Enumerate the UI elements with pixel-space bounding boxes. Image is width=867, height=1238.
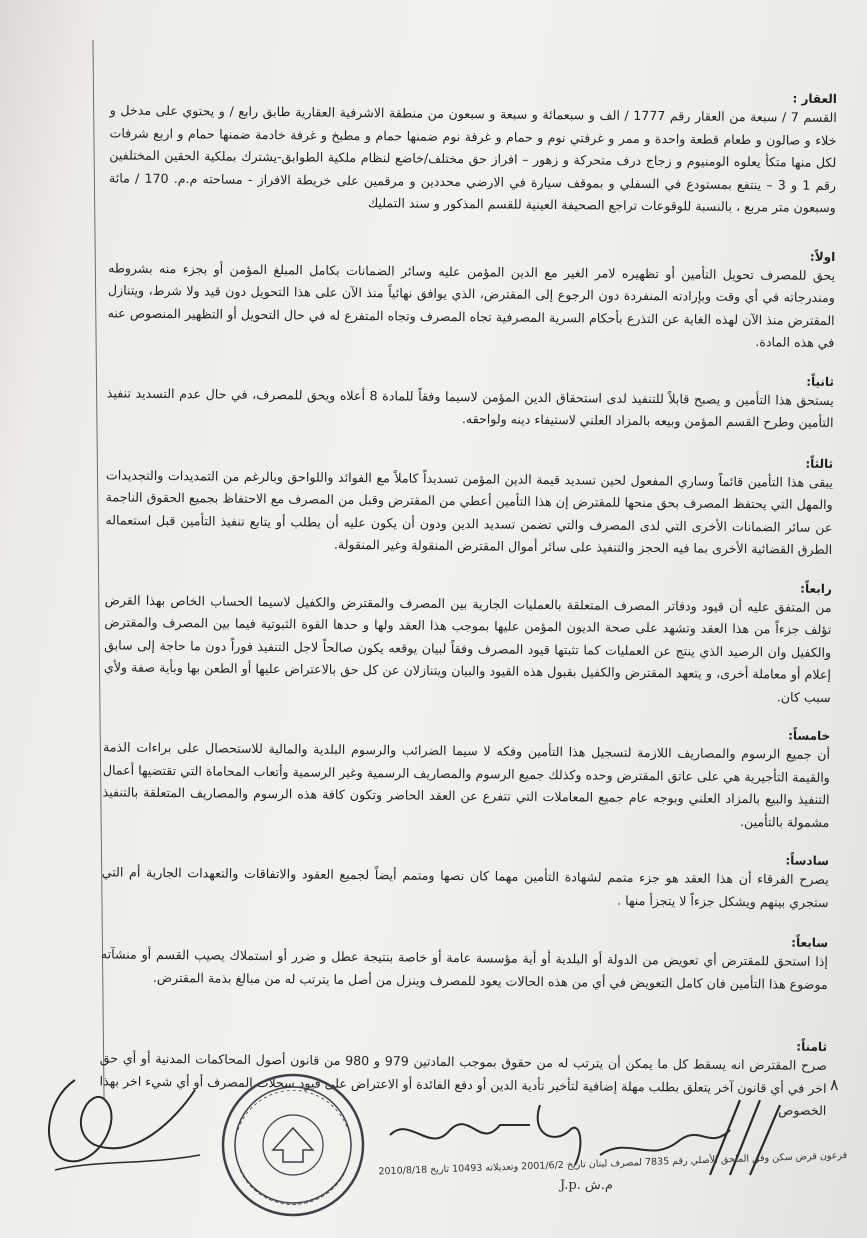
section-property: [109, 84, 837, 219]
section-text: يصرح الفرقاء أن هذا العقد هو جزء متمم لشهادة التأمين مهما كان نصها ومتمم أيضاً لجميع العقود والاتفاقات والتعهدات الجارية أم التي ستجري بينهم ويشكل جزءاً لا يتجزأ منها .: [101, 864, 829, 910]
section-text: من المتفق عليه أن قيود ودفاتر المصرف المتعلقة بالعمليات الجارية بين المصرف والمقترض والكفيل لاسيما الحساب الخاص بهذا القرض تؤلف جزءاً من هذا العقد وتشهد على صحة الديون المؤمن عليها بموجب هذا العقد ولها و حدها القوة الثبوتية فيما بين المصرف والمقترض والكفيل وان الرصيد الذي ينتج عن العمليات كما تثبتها قيود المصرف وفقاً لبيان يوقعه يكون صالحاً لاجل التنفيذ فوراً دون ما حاجة إلى سابق إعلام أو معاملة أخرى، و يتعهد المقترض والكفيل بقبول هذه القيود والبيان ويتنازلان عن كل حق بالاعتراض عليها أو الطعن بها وبأية صفة ولأي سبب كان.: [103, 591, 832, 705]
section-text: يحق للمصرف تحويل التأمين أو تظهيره لامر الغير مع الدين المؤمن عليه وسائر الضمانات بكامل المبلغ المؤمن أو بجزء منه بشروطه ومندرجاته في أي وقت وبإرادته المنفردة دون الرجوع إلى المقترض، الذي يوافق نهائياً منذ الآن على هذا التحويل دون قيد ولا شرط، ويتنازل المقترض منذ الآن لهذه الغاية عن التذرع بأحكام السرية المصرفية تجاه المصرف وتجاه المتفرع له في حال التحويل أو التظهير المنصوص عنه في هذه المادة.: [107, 259, 836, 350]
section-sixth: [101, 846, 829, 914]
page-number-mark: ٨: [830, 1075, 839, 1094]
section-text: أن جميع الرسوم والمصاريف اللازمة لتسجيل هذا التأمين وفكه لا سيما الضرائب والرسوم البلدية والمالية للاستحصال على براءات الذمة والقيمة التأجيرية هي على عاتق المقترض وحده وكذلك جميع الرسوم والمصاريف الرسمية وغير الرسمية وأتعاب المحاماة التي تقتضيها أعمال التنفيذ والبيع بالمزاد العلني وبوجه عام جميع المعاملات التي تتفرع عن العقد الحاضر وتكون كافة هذه الرسوم والمصاريف المتعلقة بالتنفيذ مشمولة بالتأمين.: [102, 739, 831, 830]
signature-icon: [590, 1095, 790, 1185]
section-first: [107, 242, 835, 355]
document-footer: فرعون قرض سكن وفق الملحق الأصلي رقم 7835 لمصرف لبنان تاريخ 2001/6/2 وتعديلاته 10493 تاريخ 2010/8/18: [378, 1150, 848, 1178]
section-heading: سادساً:: [785, 853, 830, 868]
section-heading: العقار :: [792, 91, 837, 106]
section-text: يبقى هذا التأمين قائماً وساري المفعول لحين تسديد قيمة الدين المؤمن تسديداً كاملاً مع الفوائد واللواحق وبالرغم من التمديدات والتجديدات والمهل التي يحتفظ المصرف بحق منحها للمقترض إن هذا التأمين أعطي من المقترض وقبل من المصرف مع الاحتفاظ بجميع الحقوق الناجمة عن سائر الضمانات الأخرى التي لدى المصرف والتي تضمن تسديد الدين ودون أن يكون عليه أن يطلب أو يتابع تنفيذ التأمين قبل استعماله الطرق القضائية الأخرى بما فيه الحجز والتنفيذ على سائر أموال المقترض المنقولة وغير المنقولة.: [105, 466, 833, 557]
section-heading: اولاً:: [809, 249, 836, 264]
section-seventh: [101, 928, 829, 996]
notary-stamp-icon: [218, 1070, 368, 1220]
section-heading: ثامناً:: [796, 1039, 828, 1054]
section-heading: ثانياً:: [806, 374, 835, 389]
section-third: [105, 449, 833, 562]
section-heading: رابعاً:: [800, 581, 832, 596]
section-fifth: [102, 721, 830, 834]
section-text: إذا استحق للمقترض أي تعويض من الدولة أو البلدية أو أية مؤسسة عامة أو خاصة بنتيجة عطل و ضرر أو استملاك يصيب القسم أو منشآته موضوع هذا التأمين فان كامل التعويض في أي من هذه الحالات يعود للمصرف وينزل من أصل ما يترتب له من مبالغ بذمة المقترض.: [100, 946, 828, 992]
section-text: القسم 7 / سبعة من العقار رقم 1777 / الف و سبعمائة و سبعة و سبعون من منطقة الاشرفية العقارية طابق رابع / و يحتوي على مدخل و خلاء و صالون و طعام قطعة واحدة و ممر و غرفتي نوم و حمام و غرفة نوم ضمنها حمام و مطبخ و غرفة خادمة ضمنها حمام و اربع شرفات لكل منها متكأ يعلوه الومنيوم و زجاج درف متحركة و زهور – افراز حق مختلف/خاضع لنظام ملكية الطوابق-يشترك بملكية الحقين المختلفين رقم 1 و 3 – ينتفع بمستودع في السفلي و بموقف سيارة في الارضي محددين و مرقمين على خريطة الافراز - مساحته م.م. 170 / مائة وسبعون متر مربع ، بالنسبة للوقوعات تراجع الصحيفة العينية للقسم المذكور و سند التمليك: [108, 102, 837, 215]
section-second: [106, 367, 834, 435]
section-text: يستحق هذا التأمين و يصبح قابلاً للتنفيذ لدى استحقاق الدين المؤمن لاسيما وفقاً للمادة 8 أعلاه ويحق للمصرف، في حال عدم التسديد تنفيذ التأمين وطرح القسم المؤمن وبيعه بالمزاد العلني لاستيفاء دينه ولواحقه.: [106, 384, 834, 430]
signature-icon: [35, 1060, 205, 1180]
section-heading: خامساً:: [788, 728, 831, 743]
footer-initials: J.p. م.ش: [560, 1178, 613, 1193]
section-heading: سابعاً:: [791, 935, 829, 950]
section-text: صرح المقترض انه يسقط كل ما يمكن أن يترتب له من حقوق بموجب المادتين 979 و 980 من قانون أصول المحاكمات المدنية أو أي حق اخر في أي قانون آخر يتعلق بطلب مهلة إضافية لتأخير تأدية الدين أو دفع الفائدة أو الاعتراض على قيود سجلات المصرف أو أي شيء اخر بهذا الخصوص.: [99, 1050, 827, 1118]
document-body: [99, 84, 837, 1122]
section-fourth: [104, 574, 832, 709]
section-heading: ثالثاً:: [805, 456, 834, 471]
